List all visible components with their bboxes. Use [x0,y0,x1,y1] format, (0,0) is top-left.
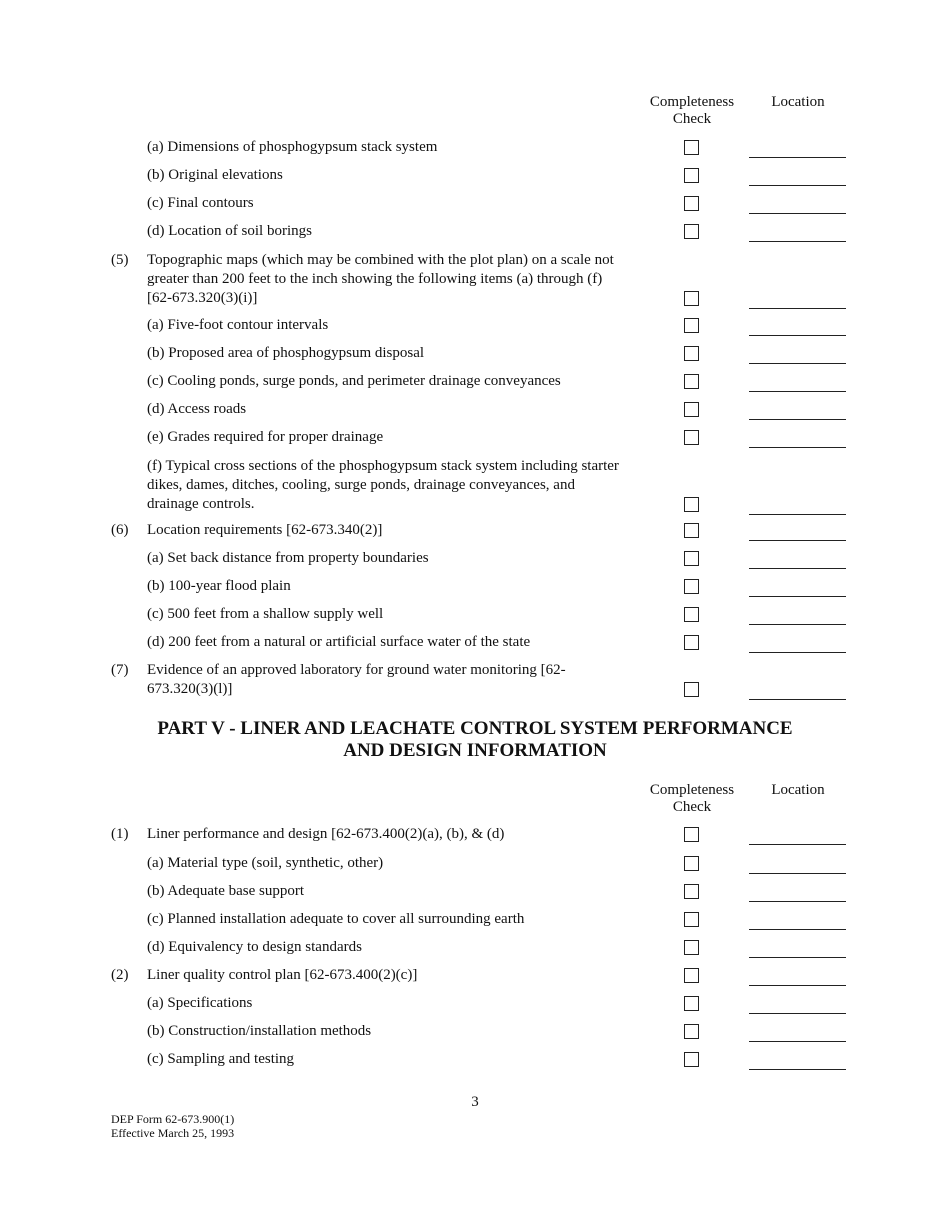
completeness-checkbox[interactable] [684,1024,699,1039]
completeness-checkbox[interactable] [684,430,699,445]
part-v-title-line1: PART V - LINER AND LEACHATE CONTROL SYSTEM PERFORMANCE [157,718,793,739]
item-text: Liner quality control plan [62-673.400(2)(c)] [147,967,418,983]
completeness-checkbox[interactable] [684,607,699,622]
completeness-checkbox[interactable] [684,291,699,306]
location-field[interactable] [749,294,846,309]
item-number: (5) [111,252,129,268]
item-text: Liner performance and design [62-673.400(2)(a), (b), & (d) [147,826,505,842]
item-number: (6) [111,522,129,538]
location-field[interactable] [749,582,846,597]
part-v-title [0,718,950,762]
item-text: (d) Location of soil borings [147,223,312,239]
item-text: (a) Dimensions of phosphogypsum stack system [147,139,438,155]
item-text: Location requirements [62-673.340(2)] [147,522,383,538]
completeness-checkbox[interactable] [684,140,699,155]
completeness-checkbox[interactable] [684,224,699,239]
item-text: (a) Five-foot contour intervals [147,317,329,333]
item-text: (a) Specifications [147,995,253,1011]
item-text: (c) Final contours [147,195,254,211]
location-field[interactable] [749,943,846,958]
location-field[interactable] [749,377,846,392]
completeness-checkbox[interactable] [684,827,699,842]
completeness-checkbox[interactable] [684,497,699,512]
page-number: 3 [471,1094,479,1110]
item-text: Topographic maps (which may be combined with the plot plan) on a scale not greater than 200 feet to the inch showing the following items (a) through (f) [62-673.320(3)(i)] [147,252,614,306]
item-text: (b) Construction/installation methods [147,1023,372,1039]
item-text: (b) 100-year flood plain [147,578,291,594]
location-header-part-v: Location [771,782,825,798]
item-text: (d) 200 feet from a natural or artificial surface water of the state [147,634,531,650]
location-field[interactable] [749,171,846,186]
item-text: (a) Set back distance from property boundaries [147,550,429,566]
completeness-checkbox[interactable] [684,402,699,417]
completeness-check-header-part-v [640,782,744,816]
item-text: Evidence of an approved laboratory for ground water monitoring [62-673.320(3)(l)] [147,662,566,697]
location-field[interactable] [749,1055,846,1070]
location-field[interactable] [749,971,846,986]
completeness-checkbox[interactable] [684,635,699,650]
location-field[interactable] [749,554,846,569]
completeness-checkbox[interactable] [684,318,699,333]
completeness-check-header [640,94,744,128]
location-field[interactable] [749,199,846,214]
item-number: (2) [111,967,129,983]
location-field[interactable] [749,685,846,700]
completeness-checkbox[interactable] [684,940,699,955]
item-text: (e) Grades required for proper drainage [147,429,384,445]
item-text: (f) Typical cross sections of the phosphogypsum stack system including starter dikes, dames, ditches, cooling, surge ponds, drainage conveyances, and drainage controls. [147,458,619,512]
completeness-checkbox[interactable] [684,579,699,594]
item-text: (c) Sampling and testing [147,1051,295,1067]
location-field[interactable] [749,859,846,874]
location-header: Location [771,94,825,110]
item-number: (7) [111,662,129,678]
item-text: (c) 500 feet from a shallow supply well [147,606,384,622]
location-field[interactable] [749,526,846,541]
completeness-header-line1: Completeness [649,94,735,110]
completeness-checkbox[interactable] [684,1052,699,1067]
location-field[interactable] [749,433,846,448]
item-text: (d) Equivalency to design standards [147,939,362,955]
completeness-checkbox[interactable] [684,551,699,566]
completeness-checkbox[interactable] [684,168,699,183]
item-text: (a) Material type (soil, synthetic, other) [147,855,384,871]
effective-date: Effective March 25, 1993 [111,1126,235,1140]
part-v-title-line2: AND DESIGN INFORMATION [343,740,607,761]
location-field[interactable] [749,1027,846,1042]
location-field[interactable] [749,321,846,336]
form-id: DEP Form 62-673.900(1) [111,1112,235,1126]
location-field[interactable] [749,349,846,364]
completeness-checkbox[interactable] [684,968,699,983]
completeness-header-line2: Check [672,111,712,127]
completeness-checkbox[interactable] [684,682,699,697]
item-text: (c) Cooling ponds, surge ponds, and perimeter drainage conveyances [147,373,561,389]
item-text: (b) Adequate base support [147,883,305,899]
completeness-checkbox[interactable] [684,523,699,538]
location-field[interactable] [749,500,846,515]
location-field[interactable] [749,887,846,902]
item-number: (1) [111,826,129,842]
item-text: (c) Planned installation adequate to cover all surrounding earth [147,911,525,927]
location-field[interactable] [749,227,846,242]
completeness-checkbox[interactable] [684,996,699,1011]
completeness-checkbox[interactable] [684,884,699,899]
completeness-checkbox[interactable] [684,856,699,871]
form-footer [111,1112,234,1140]
location-field[interactable] [749,610,846,625]
completeness-checkbox[interactable] [684,346,699,361]
completeness-header-line1: Completeness [649,782,735,798]
location-field[interactable] [749,638,846,653]
completeness-checkbox[interactable] [684,912,699,927]
item-text: (d) Access roads [147,401,247,417]
item-text: (b) Proposed area of phosphogypsum disposal [147,345,425,361]
location-field[interactable] [749,405,846,420]
completeness-checkbox[interactable] [684,196,699,211]
location-field[interactable] [749,143,846,158]
completeness-checkbox[interactable] [684,374,699,389]
location-field[interactable] [749,999,846,1014]
location-field[interactable] [749,830,846,845]
completeness-header-line2: Check [672,799,712,815]
location-field[interactable] [749,915,846,930]
item-text: (b) Original elevations [147,167,283,183]
